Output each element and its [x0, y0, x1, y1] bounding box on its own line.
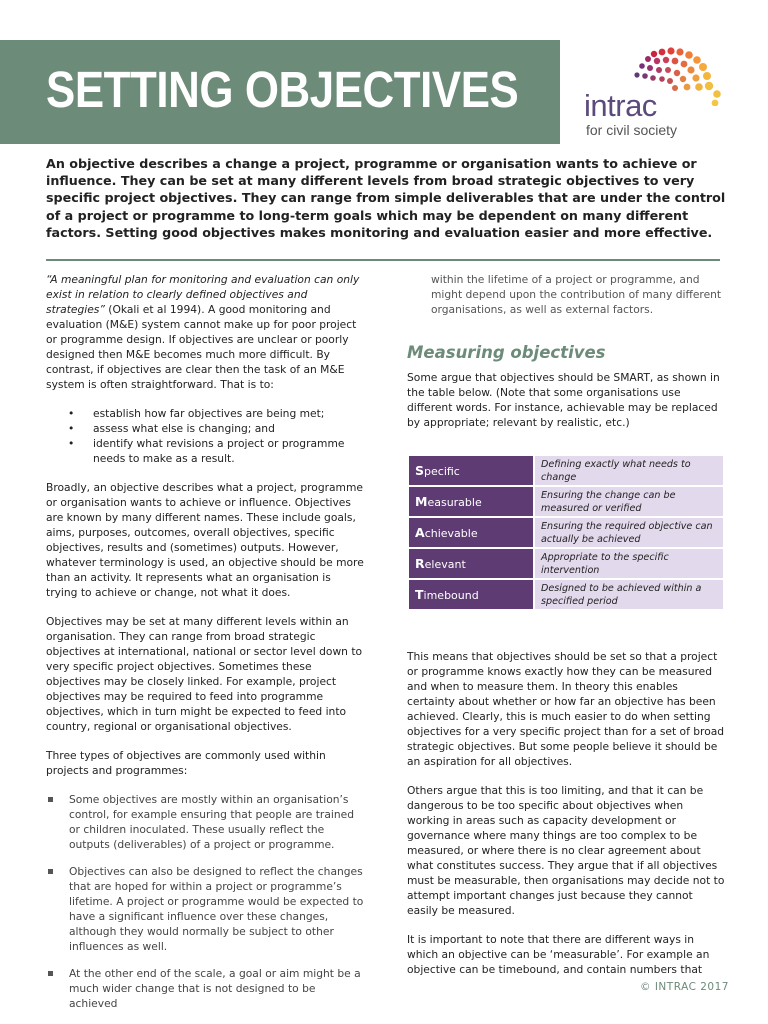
paragraph: Others argue that this is too limiting, and that it can be dangerous to be too specific about objectives when working in areas such as capacity development or governance where many things are too complex to be measured, or where there is no clear agreement about what constitutes success. They argue that if all objectives must be measurable, then organisations may decide not to attempt important changes just because they cannot easily be measured. [407, 784, 725, 917]
list-continuation: within the lifetime of a project or programme, and might depend upon the contribution of many different organisations, as well as external factors. [431, 273, 722, 316]
title-banner [0, 40, 560, 144]
smart-table [409, 456, 723, 611]
term-rest: elevant [424, 557, 466, 571]
copyright-footer: © INTRAC 2017 [640, 981, 729, 993]
paragraph: This means that objectives should be set so that a project or programme knows exactly how they can be measured and when to measure them. In theory this enables certainty about whether or how far an objective has been achieved. Clearly, this is much easier to do when setting objectives for a very specific project than for a set of broad strategic objectives. But some people believe it should be an aspiration for all objectives. [407, 650, 725, 768]
smart-term [409, 517, 534, 548]
right-column [407, 272, 725, 991]
list-item: • establish how far objectives are being met; [46, 406, 364, 421]
term-initial: M [415, 493, 428, 509]
list-item: • identify what revisions a project or programme needs to make as a result. [46, 436, 364, 466]
smart-term [409, 548, 534, 579]
term-initial: S [415, 462, 425, 478]
intro-paragraph: An objective describes a change a project, programme or organisation wants to achieve or influence. They can be set at many different levels from broad strategic objectives to very specific project objectives. They can range from simple deliverables that are under the control of a project or programme to long-term goals which may be dependent on many different factors. Setting good objectives makes monitoring and evaluation easier and more effective. [46, 156, 726, 240]
paragraph: Broadly, an objective describes what a project, programme or organisation wants to achieve or influence. Objectives are known by many different names. These include goals, aims, purposes, outcomes, overall objectives, specific objectives, results and (sometimes) outputs. However, whatever terminology is used, an objective should be more than an activity. It represents what an organisation is trying to achieve or change, not what it does. [46, 481, 364, 599]
logo-wordmark: intrac [584, 88, 657, 123]
list-item: Objectives can also be designed to reflect the changes that are hoped for within a project or programme’s lifetime. A project or programme would be expected to have a significant influence over these changes, although they would normally be subject to other influences as well. [46, 864, 364, 954]
logo-tagline: for civil society [586, 122, 678, 138]
page-title: SETTING OBJECTIVES [46, 61, 519, 118]
term-rest: chievable [424, 526, 478, 540]
paragraph: It is important to note that there are different ways in which an objective can be ‘measurable’. For example an objective can be timebound, and contain numbers that [407, 933, 710, 976]
table-row [409, 517, 723, 548]
term-initial: R [415, 555, 425, 571]
smart-definition: Ensuring the required objective can actually be achieved [534, 517, 723, 548]
table-row [409, 579, 723, 610]
left-column [46, 272, 364, 1023]
table-row [409, 456, 723, 486]
paragraph: Some argue that objectives should be SMART, as shown in the table below. (Note that some organisations use different words. For instance, achievable may be replaced by appropriate; relevant by realistic, etc.) [407, 371, 720, 429]
list-item: Some objectives are mostly within an organisation’s control, for example ensuring that people are trained or children inoculated. These usually reflect the outputs (deliverables) of a project or programme. [46, 792, 364, 852]
list-item: At the other end of the scale, a goal or aim might be a much wider change that is not designed to be achieved [46, 966, 364, 1011]
smart-definition: Defining exactly what needs to change [534, 456, 723, 486]
term-initial: T [415, 586, 424, 602]
smart-term [409, 486, 534, 517]
term-rest: pecific [424, 464, 460, 478]
smart-term [409, 579, 534, 610]
table-row [409, 486, 723, 517]
objective-types-list [46, 792, 364, 1011]
pull-quote: “A meaningful plan for monitoring and evaluation can only exist in relation to clearly defined objectives and strategies” [46, 273, 360, 316]
smart-definition: Designed to be achieved within a specified period [534, 579, 723, 610]
smart-definition: Ensuring the change can be measured or verified [534, 486, 723, 517]
smart-definition: Appropriate to the specific intervention [534, 548, 723, 579]
term-rest: easurable [427, 495, 482, 509]
me-purpose-list [46, 406, 364, 466]
quote-continuation: (Okali et al 1994). A good monitoring and evaluation (M&E) system cannot make up for poor project or programme design. If objectives are unclear or poorly designed then M&E becomes much more difficult. By contrast, if objectives are clear then the task of an M&E system is often straightforward. That is to: [46, 303, 357, 391]
paragraph: Three types of objectives are commonly used within projects and programmes: [46, 749, 326, 777]
paragraph: Objectives may be set at many different levels within an organisation. They can range from broad strategic objectives at international, national or sector level down to very specific project objectives. Sometimes these objectives may be closely linked. For example, project objectives may be required to feed into programme objectives, which in turn might be expected to feed into country, regional or organisational objectives. [46, 615, 363, 733]
term-initial: A [415, 524, 425, 540]
smart-term [409, 456, 534, 486]
section-heading: Measuring objectives [407, 343, 606, 362]
section-divider [46, 259, 720, 261]
intrac-logo [584, 46, 734, 142]
paragraph-quote [46, 272, 364, 392]
list-item: • assess what else is changing; and [46, 421, 364, 436]
table-row [409, 548, 723, 579]
term-rest: imebound [423, 588, 479, 602]
